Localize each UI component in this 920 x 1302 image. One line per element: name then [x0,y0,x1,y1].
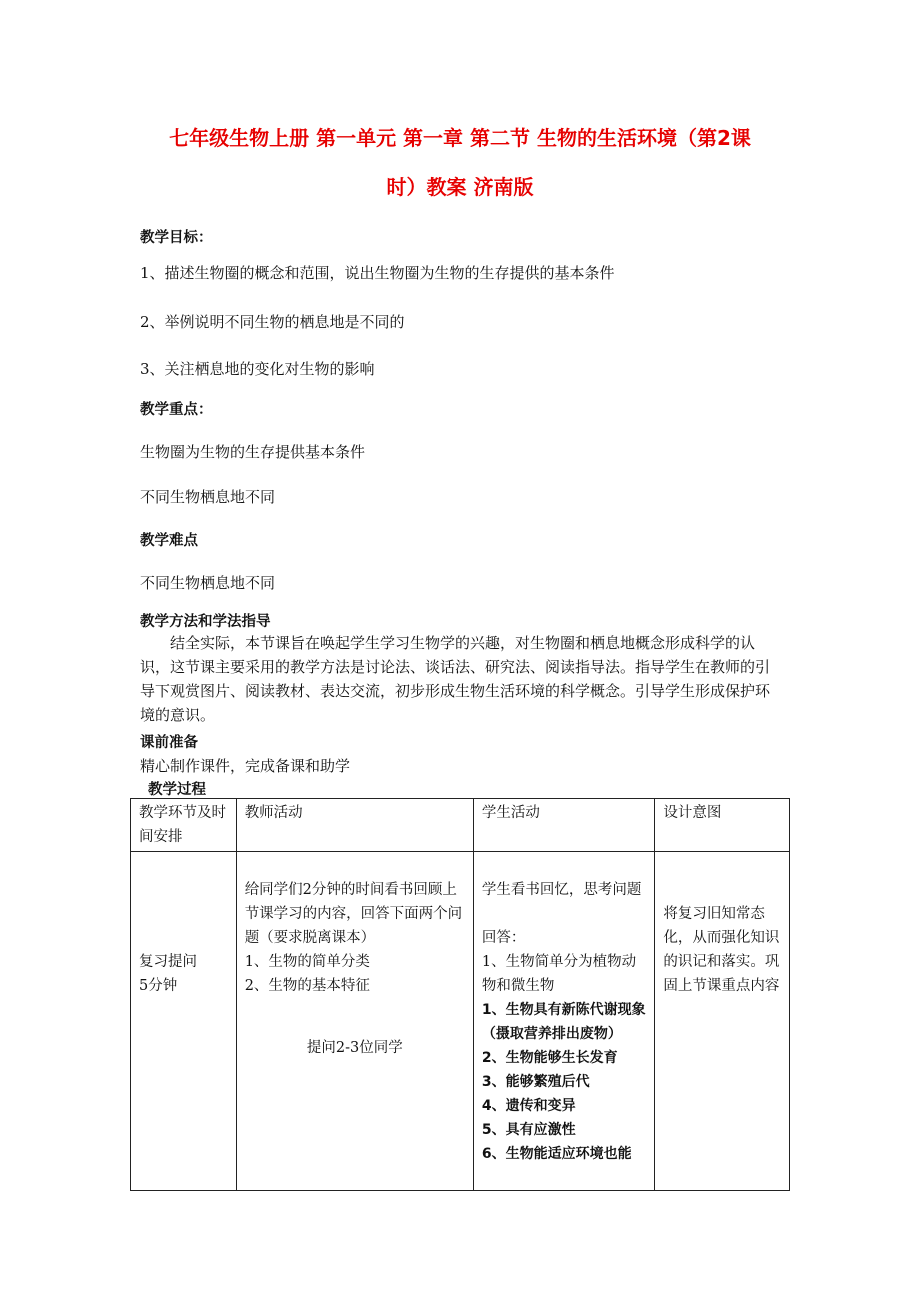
teacher-question-2: 2、生物的基本特征 [244,978,370,994]
student-feature-3: 3、能够繁殖后代 [481,1074,590,1090]
table-row [131,852,790,1191]
cell-student [473,852,654,1191]
keypoint-item-2: 不同生物栖息地不同 [140,488,276,506]
method-paragraph: 结全实际，本节课旨在唤起学生学习生物学的兴趣，对生物圈和栖息地概念形成科学的认识，这节课主要采用的教学方法是讨论法、谈话法、研究法、阅读指导法。指导学生在教师的引导下观赏图片、阅读教材、表达交流，初步形成生物生活环境的科学概念。引导学生形成保护环境的意识。 [140,634,771,724]
document-title-line-1: 七年级生物上册 第一单元 第一章 第二节 生物的生活环境（第2课 [169,126,751,150]
keypoints-heading: 教学重点： [140,402,213,418]
student-feature-5: 5、具有应激性 [481,1122,576,1138]
student-feature-2: 2、生物能够生长发育 [481,1050,618,1066]
student-feature-1: 1、生物具有新陈代谢现象（摄取营养排出废物） [481,1002,646,1042]
objective-item-1: 1、描述生物圈的概念和范围，说出生物圈为生物的生存提供的基本条件 [140,264,615,282]
student-feature-4: 4、遗传和变异 [481,1098,576,1114]
stage-name: 复习提问 [139,954,197,970]
table-header-row [131,799,790,852]
header-intent: 设计意图 [655,799,790,852]
document-title-line-2: 时）教案 济南版 [386,175,534,199]
student-answer-label: 回答： [481,930,526,946]
student-answer-1: 1、生物简单分为植物动物和微生物 [481,954,637,994]
objectives-heading: 教学目标： [140,230,213,246]
design-intent: 将复习旧知常态化，从而强化知识的识记和落实。巩固上节课重点内容 [663,906,780,994]
objective-item-2: 2、举例说明不同生物的栖息地是不同的 [140,313,405,331]
header-teacher: 教师活动 [236,799,473,852]
cell-intent [655,852,790,1191]
process-table [130,798,790,1191]
preparation-heading: 课前准备 [140,735,198,751]
preparation-text: 精心制作课件，完成备课和助学 [140,757,351,775]
difficulty-item-1: 不同生物栖息地不同 [140,574,276,592]
teacher-question-1: 1、生物的简单分类 [244,954,370,970]
stage-duration: 5分钟 [139,978,178,994]
teacher-note: 提问2-3位同学 [306,1040,403,1056]
objective-item-3: 3、关注栖息地的变化对生物的影响 [140,360,375,378]
cell-stage [131,852,237,1191]
keypoint-item-1: 生物圈为生物的生存提供基本条件 [140,443,366,461]
method-heading: 教学方法和学法指导 [140,614,271,630]
teacher-instruction: 给同学们2分钟的时间看书回顾上节课学习的内容，回答下面两个问题（要求脱离课本） [244,882,463,946]
header-student: 学生活动 [473,799,654,852]
difficulty-heading: 教学难点 [140,533,198,549]
header-stage: 教学环节及时间安排 [131,799,237,852]
student-feature-6: 6、生物能适应环境也能 [481,1146,632,1162]
student-activity: 学生看书回忆，思考问题 [481,882,642,898]
cell-teacher [236,852,473,1191]
process-heading: 教学过程 [148,782,206,798]
